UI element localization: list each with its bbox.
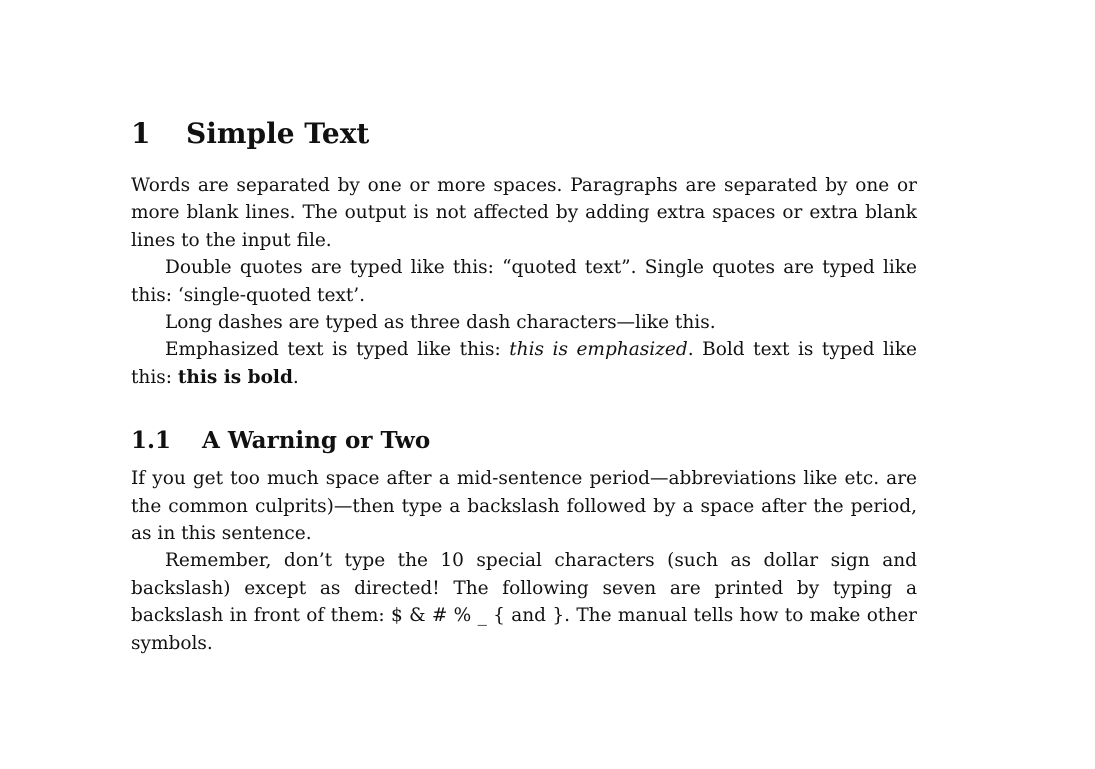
bold-example: this is bold xyxy=(177,366,293,388)
emphasis-text-after: . xyxy=(292,366,299,388)
emphasized-example: this is emphasized xyxy=(509,339,688,361)
section-heading xyxy=(131,112,917,156)
emphasis-text-middle: . Bold text is typed like this: xyxy=(131,339,917,388)
subsection-title: A Warning or Two xyxy=(202,427,431,455)
paragraph-spaces: Words are separated by one or more spaces. Paragraphs are separated by one or more blank lines. The output is not affected by adding extra spaces or extra blank lines to the input file. xyxy=(131,175,917,251)
paragraph-emphasis xyxy=(131,336,917,391)
document-page xyxy=(131,112,917,657)
paragraph-quotes: Double quotes are typed like this: “quoted text”. Single quotes are typed like this: ‘single-quoted text’. xyxy=(131,257,917,306)
paragraph-warning: If you get too much space after a mid-sentence period—abbreviations like etc. are the common culprits)—then type a backslash followed by a space after the period, as in this sentence. xyxy=(131,468,917,545)
emphasis-text-before: Emphasized text is typed like this: xyxy=(165,339,510,361)
section-title: Simple Text xyxy=(186,117,370,150)
section-number: 1 xyxy=(131,117,151,150)
subsection-number: 1.1 xyxy=(131,427,172,455)
subsection-heading xyxy=(131,423,917,459)
paragraph-special-characters: Remember, don’t type the 10 special characters (such as dollar sign and backslash) except as directed! The following seven are printed by typing a backslash in front of them: $ & # % _ { and }. The manual tells how to make other symbols. xyxy=(131,550,917,654)
paragraph-dashes: Long dashes are typed as three dash characters—like this. xyxy=(165,312,716,334)
